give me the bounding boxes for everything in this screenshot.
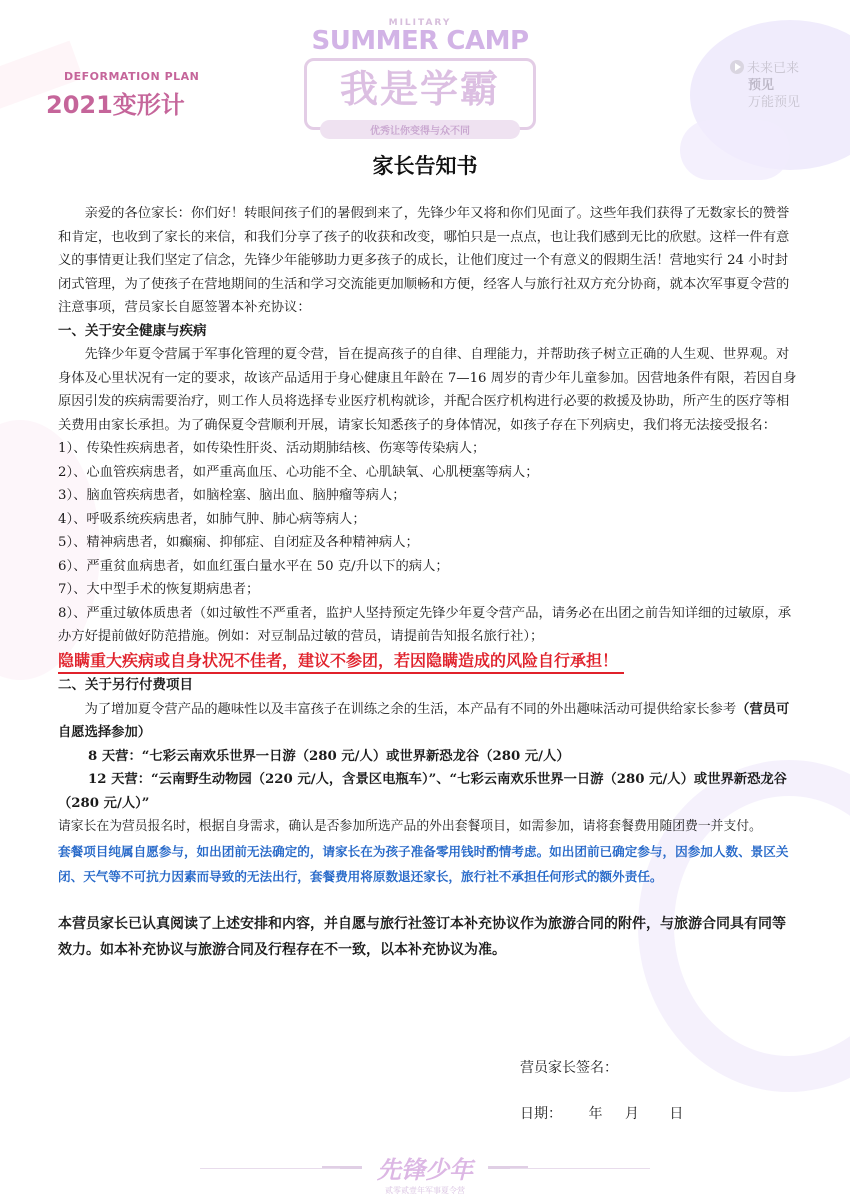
section2-paragraph <box>58 698 798 745</box>
footer-logo <box>0 1150 850 1196</box>
risk-warning: 隐瞒重大疾病或自身状况不佳者，建议不参团，若因隐瞒造成的风险自行承担！ <box>58 649 624 674</box>
section2-text: 为了增加夏令营产品的趣味性以及丰富孩子在训练之余的生活，本产品有不同的外出趣味活动可提供给家长参考 <box>84 701 737 717</box>
signature-date-field <box>520 1103 683 1123</box>
date-month: 月 <box>624 1106 639 1122</box>
package-8-label: 8 天营： <box>88 748 142 764</box>
deformation-plan-logo <box>46 70 199 120</box>
logo-summer-camp-text: SUMMER CAMP <box>311 26 529 56</box>
section1-paragraph: 先锋少年夏令营属于军事化管理的夏令营，旨在提高孩子的自律、自理能力，并帮助孩子树立正确的人生观、世界观。对身体及心里状况有一定的要求，故该产品适用于身心健康且年龄在 7—16 周岁的青少年儿童参加。因营地条件有限，若因自身原因引发的疾病需要治疗，则工作人员将选择专业医疗机构就诊，并配合医疗机构进行必要的救援及协助，所产生的医疗等相关费用由家长承担。为了确保夏令营顺利开展，请家长知悉孩子的身体情况，如孩子存在下列病史，我们将无法接受报名： <box>58 347 797 433</box>
intro-paragraph: 亲爱的各位家长：你们好！转眼间孩子们的暑假到来了，先锋少年又将和你们见面了。这些年我们获得了无数家长的赞誉和肯定，也收到了家长的来信，和我们分享了孩子的收获和改变，哪怕只是一点点，也让我们感到无比的欣慰。这样一件有意义的事情更让我们坚定了信念，先锋少年能够助力更多孩子的成长，让他们度过一个有意义的假期生活！营地实行 24 小时封闭式管理，为了使孩子在营地期间的生活和学习交流能更加顺畅和方便，经客人与旅行社双方充分协商，就本次军事夏令营的注意事项，营员家长自愿签署本补充协议： <box>58 206 790 315</box>
list-item: 6）、严重贫血病患者，如血红蛋白量水平在 50 克/升以下的病人； <box>58 558 449 574</box>
list-item: 3）、脑血管疾病患者，如脑栓塞、脑出血、脑肿瘤等病人； <box>58 488 406 503</box>
section2-heading: 二、关于另行付费项目 <box>58 677 193 693</box>
summer-camp-logo <box>300 18 540 139</box>
logo-military-text: MILITARY <box>388 18 452 28</box>
foresee-line1: 未来已来 <box>747 61 800 76</box>
page-title: 家长告知书 <box>372 154 478 178</box>
play-icon <box>730 60 744 74</box>
foresee-line2: 预见 <box>748 78 775 93</box>
list-item: 5）、精神病患者，如癫痫、抑郁症、自闭症及各种精神病人； <box>58 535 419 550</box>
package-note: 套餐项目纯属自愿参与，如出团前无法确定的，请家长在为孩子准备零用钱时酌情考虑。如出团前已确定参与，因参加人数、景区关闭、天气等不可抗力因素而导致的无法出行，套餐费用将原数退还家长，旅行社不承担任何形式的额外责任。 <box>58 843 789 884</box>
list-item: 8）、严重过敏体质患者（如过敏性不严重者，监护人坚持预定先锋少年夏令营产品，请务必在出团之前告知详细的过敏原，承办方好提前做好防范措施。例如：对豆制品过敏的营员，请提前告知报名旅行社）； <box>58 605 792 644</box>
logo-year-text: 2021变形计 <box>46 91 185 119</box>
date-label: 日期： <box>520 1106 562 1122</box>
list-item: 2）、心血管疾病患者，如严重高血压、心功能不全、心肌缺氧、心肌梗塞等病人； <box>58 464 539 480</box>
list-item: 1）、传染性疾病患者，如传染性肝炎、活动期肺结核、伤寒等传染病人； <box>58 441 486 456</box>
logo-subtitle: 优秀让你变得与众不同 <box>320 120 520 139</box>
closing-statement: 本营员家长已认真阅读了上述安排和内容，并自愿与旅行社签订本补充协议作为旅游合同的附件，与旅游合同具有同等效力。如本补充协议与旅游合同及行程存在不一致，以本补充协议为准。 <box>58 915 786 958</box>
date-day: 日 <box>669 1106 684 1122</box>
foresee-line3: 万能预见 <box>748 95 801 110</box>
package-12-text: “云南野生动物园（220 元/人，含景区电瓶车）”、“七彩云南欢乐世界一日游（280 元/人）或世界新恐龙谷（280 元/人）” <box>58 772 787 811</box>
package-8-text: “七彩云南欢乐世界一日游（280 元/人）或世界新恐龙谷（280 元/人） <box>141 748 570 764</box>
package-8-day <box>58 745 798 769</box>
signature-name-field: 营员家长签名： <box>520 1060 618 1076</box>
footer-brand: 先锋少年 <box>377 1156 473 1184</box>
list-item: 7）、大中型手术的恢复期病患者； <box>58 582 260 597</box>
payment-paragraph: 请家长在为营员报名时，根据自身需求，确认是否参加所选产品的外出套餐项目，如需参加，请将套餐费用随团费一并支付。 <box>58 819 762 834</box>
footer-divider-right <box>510 1168 650 1169</box>
foresee-logo <box>730 60 800 111</box>
document-body <box>58 202 798 963</box>
list-item: 4）、呼吸系统疾病患者，如肺气肿、肺心病等病人； <box>58 511 366 527</box>
date-year: 年 <box>588 1106 603 1122</box>
section1-heading: 一、关于安全健康与疾病 <box>58 322 207 339</box>
footer-divider-left <box>200 1168 340 1169</box>
section2-voluntary: （营员可自愿选择参加） <box>58 701 790 740</box>
package-12-label: 12 天营： <box>88 772 152 787</box>
footer-tagline: 贰零贰壹年军事夏令营 <box>385 1186 465 1195</box>
package-12-day <box>58 768 798 815</box>
logo-slogan: 我是学霸 <box>339 67 500 111</box>
logo-plan-text: DEFORMATION PLAN <box>64 70 200 83</box>
